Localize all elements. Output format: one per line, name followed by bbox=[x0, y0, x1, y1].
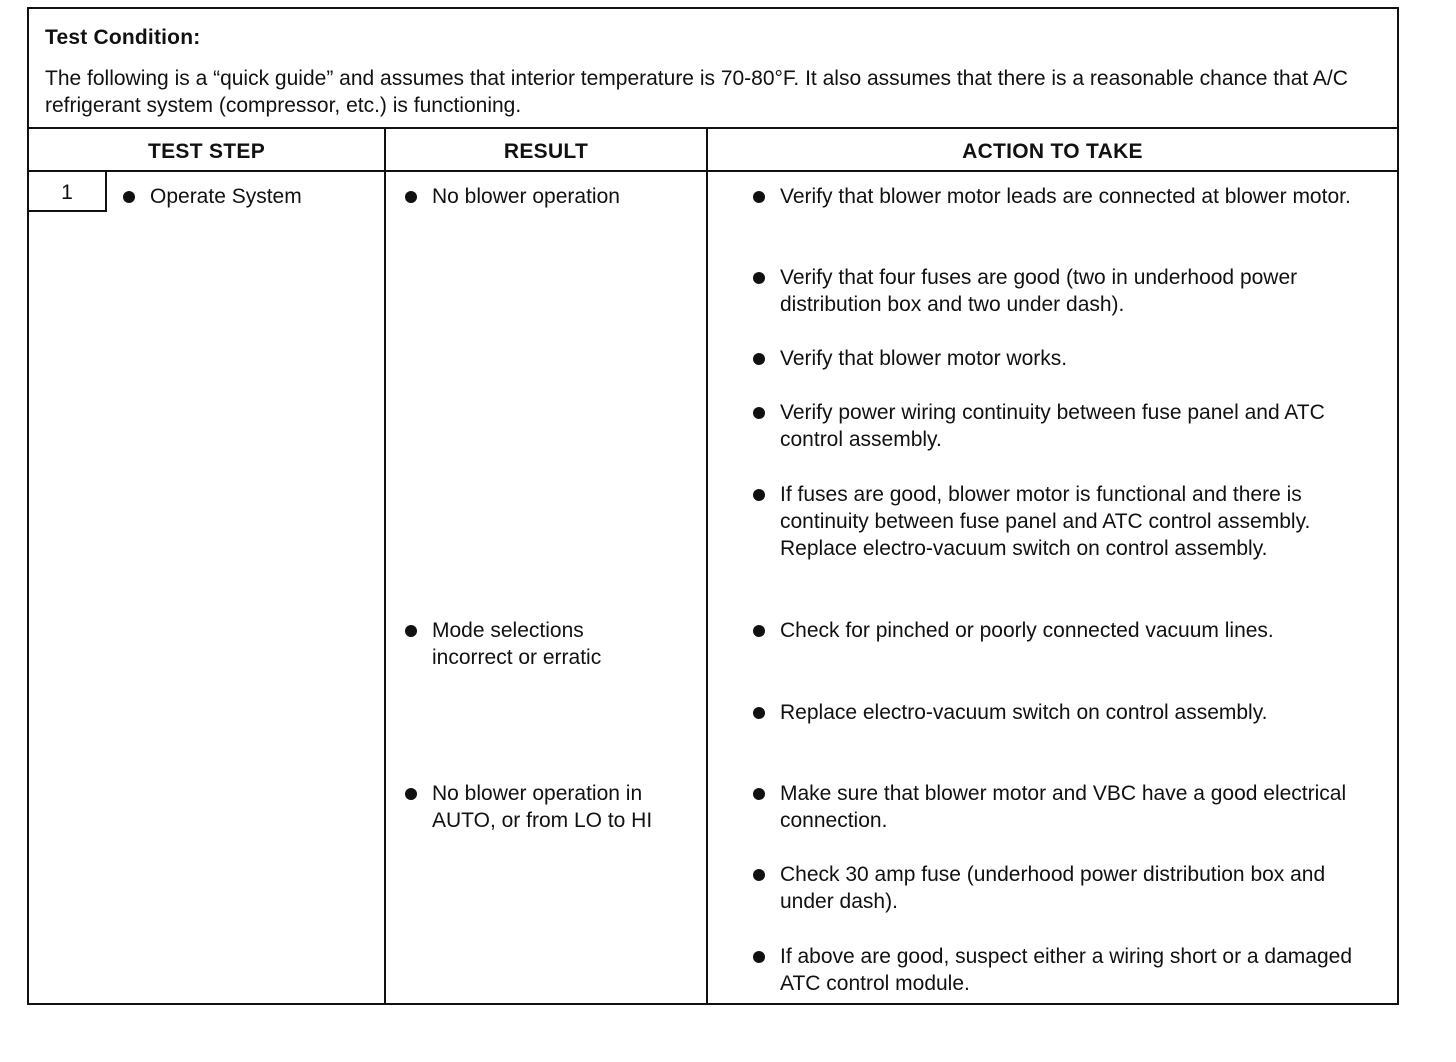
column-divider bbox=[384, 127, 386, 1003]
bullet-icon bbox=[405, 788, 417, 800]
bullet-icon bbox=[753, 272, 765, 284]
action-item bbox=[780, 780, 1380, 834]
action-text: Verify that four fuses are good (two in underhood power distribution box and two under dash). bbox=[780, 266, 1298, 316]
result-item bbox=[432, 183, 692, 210]
action-item bbox=[780, 481, 1350, 562]
action-item bbox=[780, 617, 1350, 644]
action-text: Check for pinched or poorly connected vacuum lines. bbox=[780, 619, 1274, 642]
action-text: Verify that blower motor works. bbox=[780, 347, 1068, 370]
action-text: Verify that blower motor leads are connected at blower motor. bbox=[780, 185, 1351, 208]
test-condition-text: The following is a “quick guide” and assumes that interior temperature is 70-80°F. It also assumes that there is a reasonable chance that A/C refrigerant system (compressor, etc.) is functioning. bbox=[45, 67, 1348, 117]
diagnostic-table bbox=[27, 7, 1399, 1005]
action-item bbox=[780, 345, 1370, 372]
column-divider bbox=[706, 127, 708, 1003]
action-text: Verify power wiring continuity between fuse panel and ATC control assembly. bbox=[780, 401, 1325, 451]
bullet-icon bbox=[405, 191, 417, 203]
header-test-step: TEST STEP bbox=[147, 140, 266, 163]
bullet-icon bbox=[753, 489, 765, 501]
bullet-icon bbox=[753, 869, 765, 881]
test-condition-section bbox=[29, 9, 1397, 129]
header-action: ACTION TO TAKE bbox=[962, 140, 1143, 163]
action-text: If above are good, suspect either a wiring short or a damaged ATC control module. bbox=[780, 945, 1353, 995]
bullet-icon bbox=[123, 191, 135, 203]
header-divider bbox=[29, 170, 1397, 172]
step-number: 1 bbox=[61, 181, 73, 204]
result-text: Mode selections incorrect or erratic bbox=[432, 619, 602, 669]
bullet-icon bbox=[753, 707, 765, 719]
bullet-icon bbox=[753, 407, 765, 419]
bullet-icon bbox=[753, 353, 765, 365]
action-item bbox=[780, 943, 1370, 997]
bullet-icon bbox=[753, 191, 765, 203]
result-item bbox=[432, 780, 672, 834]
bullet-icon bbox=[753, 951, 765, 963]
test-condition-title: Test Condition: bbox=[45, 26, 201, 49]
action-item bbox=[780, 861, 1370, 915]
result-item bbox=[432, 617, 662, 671]
action-text: Replace electro-vacuum switch on control assembly. bbox=[780, 701, 1268, 724]
header-result: RESULT bbox=[503, 140, 589, 163]
result-text: No blower operation in AUTO, or from LO to HI bbox=[432, 782, 653, 832]
step-label bbox=[150, 183, 370, 210]
step-number-box bbox=[29, 172, 107, 212]
action-text: If fuses are good, blower motor is functional and there is continuity between fuse panel and ATC control assembly. Replace electro-vacuum switch on control assembly. bbox=[780, 483, 1311, 560]
action-text: Check 30 amp fuse (underhood power distribution box and under dash). bbox=[780, 863, 1326, 913]
bullet-icon bbox=[405, 625, 417, 637]
bullet-icon bbox=[753, 788, 765, 800]
action-item bbox=[780, 183, 1370, 210]
step-label-text: Operate System bbox=[150, 185, 302, 208]
action-item bbox=[780, 264, 1370, 318]
result-text: No blower operation bbox=[432, 185, 620, 208]
action-item bbox=[780, 399, 1370, 453]
bullet-icon bbox=[753, 625, 765, 637]
action-text: Make sure that blower motor and VBC have a good electrical connection. bbox=[780, 782, 1347, 832]
action-item bbox=[780, 699, 1350, 726]
